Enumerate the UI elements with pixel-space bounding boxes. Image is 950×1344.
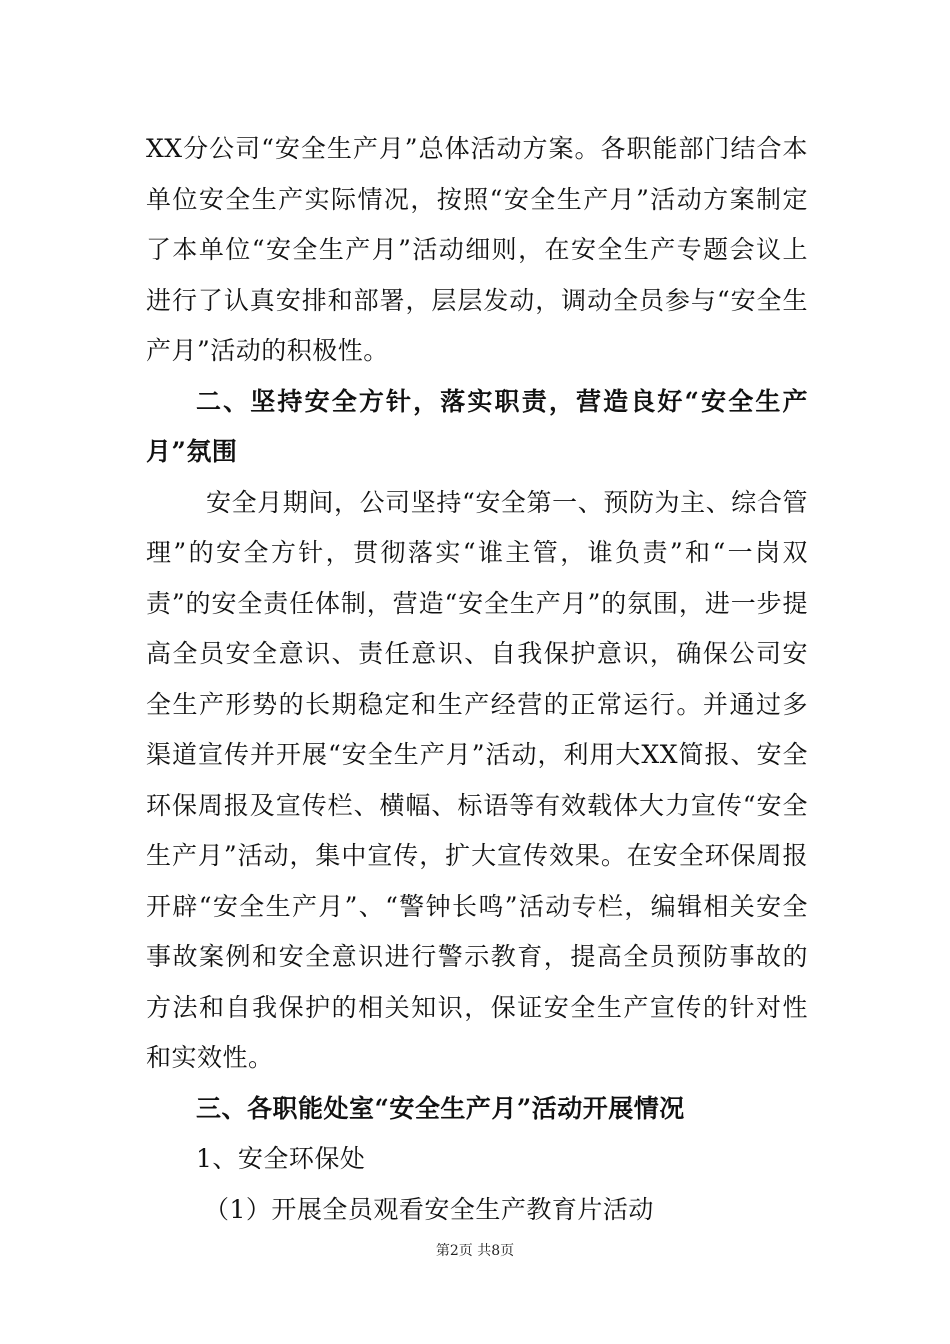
subsection-1-1-heading: （1）开展全员观看安全生产教育片活动 — [204, 1194, 654, 1224]
page-footer: 第2页 共8页 — [435, 1243, 515, 1259]
subsection-1-heading: 1、安全环保处 — [196, 1144, 366, 1173]
section-2-heading: 二、坚持安全方针，落实职责，营造良好“安全生产月”氛围 — [146, 386, 808, 466]
document-body — [146, 124, 808, 1235]
section-2-paragraph: 安全月期间，公司坚持“安全第一、预防为主、综合管理”的安全方针，贯彻落实“谁主管，谁负责”和“一岗双责”的安全责任体制，营造“安全生产月”的氛围，进一步提高全员安全意识、责任意识、自我保护意识，确保公司安全生产形势的长期稳定和生产经营的正常运行。并通过多渠道宣传并开展“安全生产月”活动，利用大XX简报、安全环保周报及宣传栏、横幅、标语等有效载体大力宣传“安全生产月”活动，集中宣传，扩大宣传效果。在安全环保周报开辟“安全生产月”、“警钟长鸣”活动专栏，编辑相关安全事故案例和安全意识进行警示教育，提高全员预防事故的方法和自我保护的相关知识，保证安全生产宣传的针对性和实效性。 — [146, 487, 809, 1072]
intro-paragraph: XX分公司“安全生产月”总体活动方案。各职能部门结合本单位安全生产实际情况，按照“安全生产月”活动方案制定了本单位“安全生产月”活动细则，在安全生产专题会议上进行了认真安排和部署，层层发动，调动全员参与“安全生产月”活动的积极性。 — [146, 134, 808, 365]
section-3-heading: 三、各职能处室“安全生产月”活动开展情况 — [196, 1093, 685, 1123]
